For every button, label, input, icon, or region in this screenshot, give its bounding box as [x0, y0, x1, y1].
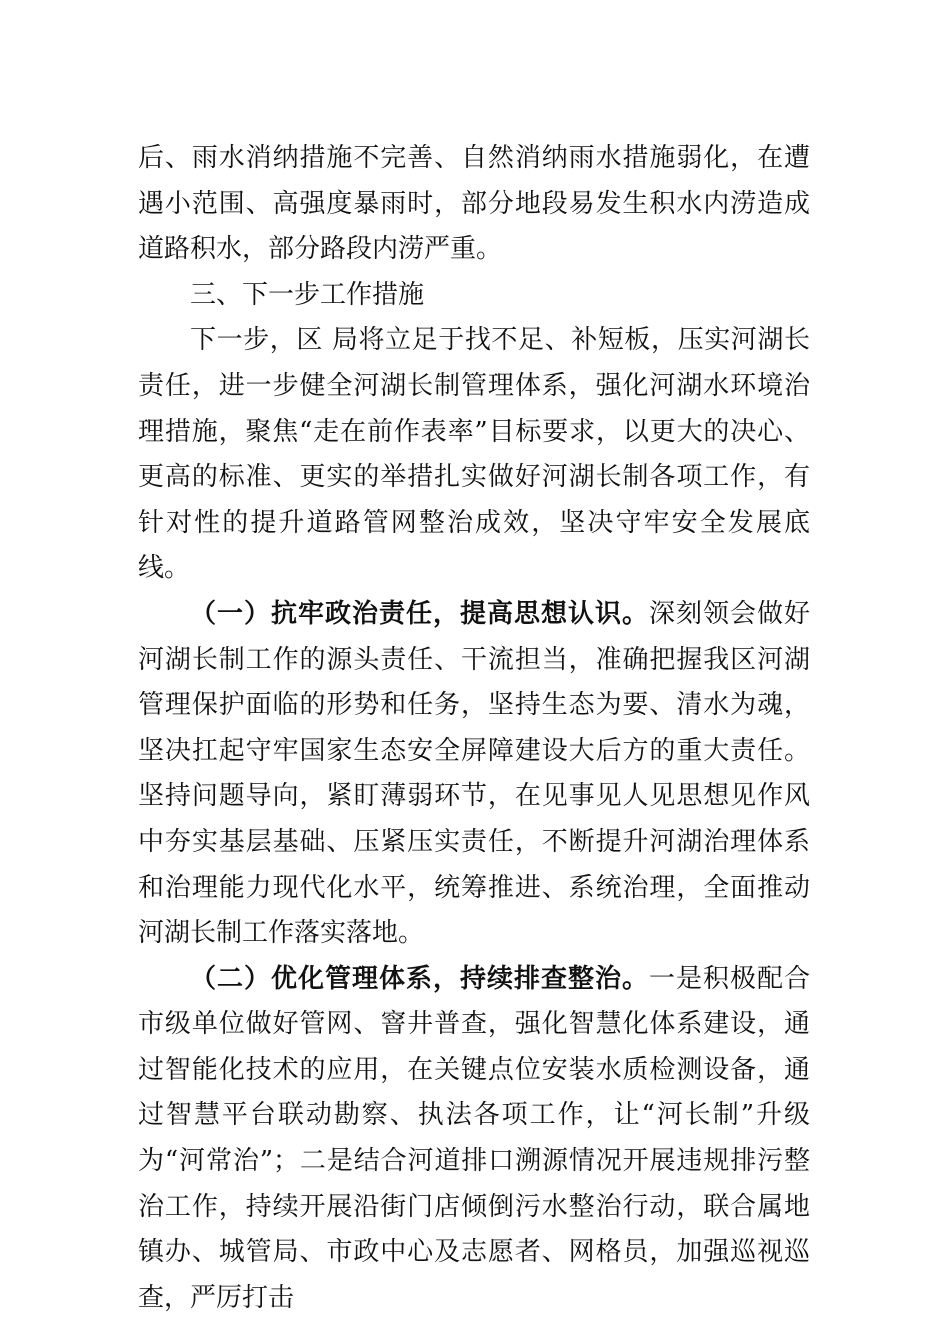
- paragraph-item-2: [138, 957, 810, 1322]
- paragraph-item-1: [138, 592, 810, 957]
- item-1-lead: （一）抗牢政治责任，提高思想认识。: [190, 598, 649, 629]
- section-heading: 三、下一步工作措施: [190, 279, 425, 310]
- paragraph-next-steps: 下一步，区 局将立足于找不足、补短板，压实河湖长责任，进一步健全河湖长制管理体系，强化河湖水环境治理措施，聚焦“走在前作表率”目标要求，以更大的决心、更高的标准、更实的举措扎实做好河湖长制各项工作，有针对性的提升道路管网整治成效，坚决守牢安全发展底线。: [138, 325, 810, 584]
- paragraph-continuation: 后、雨水消纳措施不完善、自然消纳雨水措施弱化，在遭遇小范围、高强度暴雨时，部分地段易发生积水内涝造成道路积水，部分路段内涝严重。: [138, 143, 810, 265]
- document-body: [138, 136, 810, 1321]
- item-1-text: 深刻领会做好河湖长制工作的源头责任、干流担当，准确把握我区河湖管理保护面临的形势和任务，坚持生态为要、清水为魂，坚决扛起守牢国家生态安全屏障建设大后方的重大责任。坚持问题导向，紧盯薄弱环节，在见事见人见思想见作风中夯实基层基础、压紧压实责任，不断提升河湖治理体系和治理能力现代化水平，统筹推进、系统治理，全面推动河湖长制工作落实落地。: [138, 598, 810, 949]
- item-2-lead: （二）优化管理体系，持续排查整治。: [190, 963, 649, 994]
- item-2-text: 一是积极配合市级单位做好管网、窨井普查，强化智慧化体系建设，通过智能化技术的应用，在关键点位安装水质检测设备，通过智慧平台联动勘察、执法各项工作，让“河长制”升级为“河常治”；二是结合河道排口溯源情况开展违规排污整治工作，持续开展沿街门店倾倒污水整治行动，联合属地镇办、城管局、市政中心及志愿者、网格员，加强巡视巡查，严厉打击: [138, 963, 810, 1313]
